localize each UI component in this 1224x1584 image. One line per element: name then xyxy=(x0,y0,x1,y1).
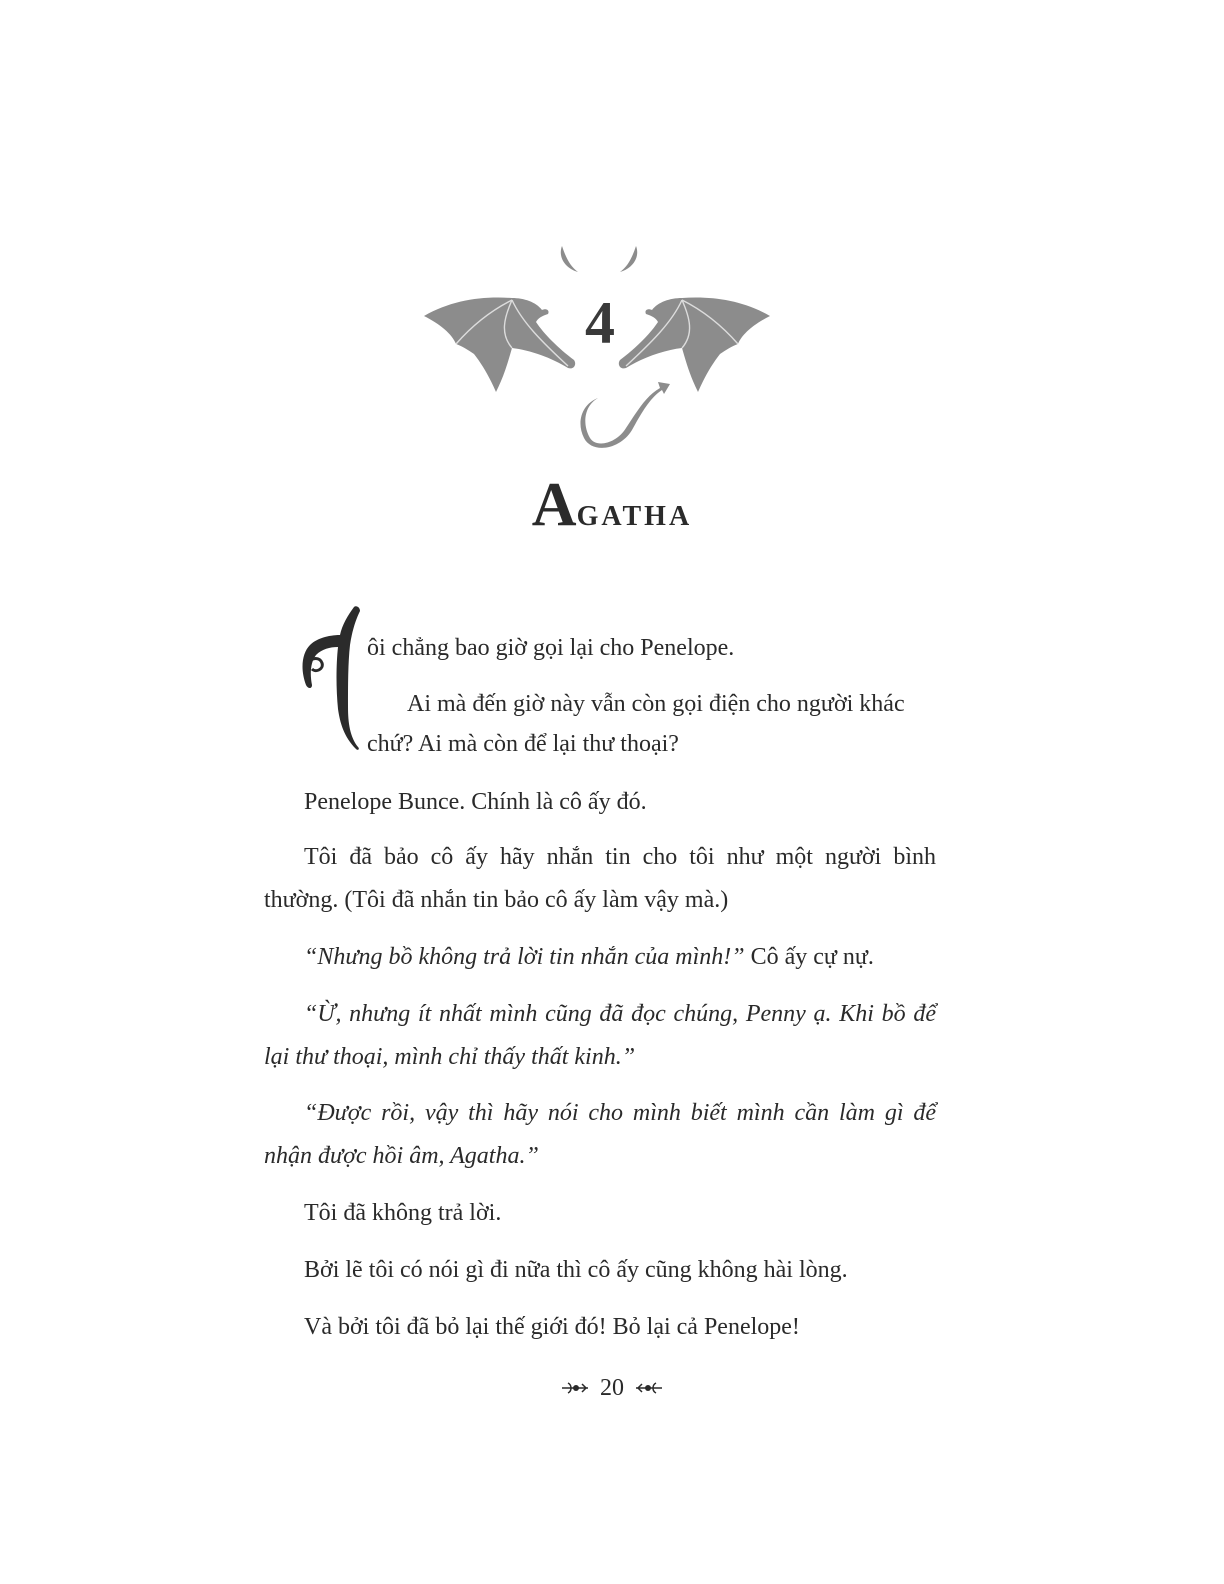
paragraph-7: “Được rồi, vậy thì hãy nói cho mình biết mình cần làm gì để nhận được hồi âm, Agatha.” xyxy=(264,1100,936,1169)
paragraph-5-tag: Cô ấy cự nự. xyxy=(744,944,874,970)
paragraph-1: ôi chẳng bao giờ gọi lại cho Penelope. xyxy=(367,635,735,661)
left-horn-icon xyxy=(561,246,578,272)
chapter-title-initial: A xyxy=(531,471,577,539)
right-wing-icon xyxy=(619,298,770,392)
tail-icon xyxy=(580,382,670,448)
left-wing-icon xyxy=(424,298,575,392)
drop-cap xyxy=(298,605,364,753)
chapter-title-rest: gatha xyxy=(576,489,693,534)
paragraph-2-line-1: Ai mà đến giờ này vẫn còn gọi điện cho người khác xyxy=(407,691,905,717)
chapter-title xyxy=(0,470,1224,541)
paragraph-3: Penelope Bunce. Chính là cô ấy đó. xyxy=(304,789,647,815)
paragraph-4: Tôi đã bảo cô ấy hãy nhắn tin cho tôi như một người bình thường. (Tôi đã nhắn tin bảo cô ấy làm vậy mà.) xyxy=(264,844,936,913)
page-number: 20 xyxy=(600,1375,624,1402)
paragraph-8: Tôi đã không trả lời. xyxy=(304,1200,502,1226)
paragraph-2-line-2: chứ? Ai mà còn để lại thư thoại? xyxy=(367,731,679,757)
paragraph-6: “Ừ, nhưng ít nhất mình cũng đã đọc chúng, Penny ạ. Khi bồ để lại thư thoại, mình chỉ thấy thất kinh.” xyxy=(264,1001,936,1070)
paragraph-10: Và bởi tôi đã bỏ lại thế giới đó! Bỏ lại cả Penelope! xyxy=(304,1314,800,1340)
paragraph-5 xyxy=(304,936,874,979)
left-ornament-icon xyxy=(562,1381,588,1395)
page-footer xyxy=(0,1372,1224,1403)
right-ornament-icon xyxy=(636,1381,662,1395)
chapter-number: 4 xyxy=(585,290,615,356)
paragraph-9: Bởi lẽ tôi có nói gì đi nữa thì cô ấy cũng không hài lòng. xyxy=(304,1257,848,1283)
paragraph-5-quote: “Nhưng bồ không trả lời tin nhắn của mình!” xyxy=(304,944,745,970)
right-horn-icon xyxy=(620,246,637,272)
